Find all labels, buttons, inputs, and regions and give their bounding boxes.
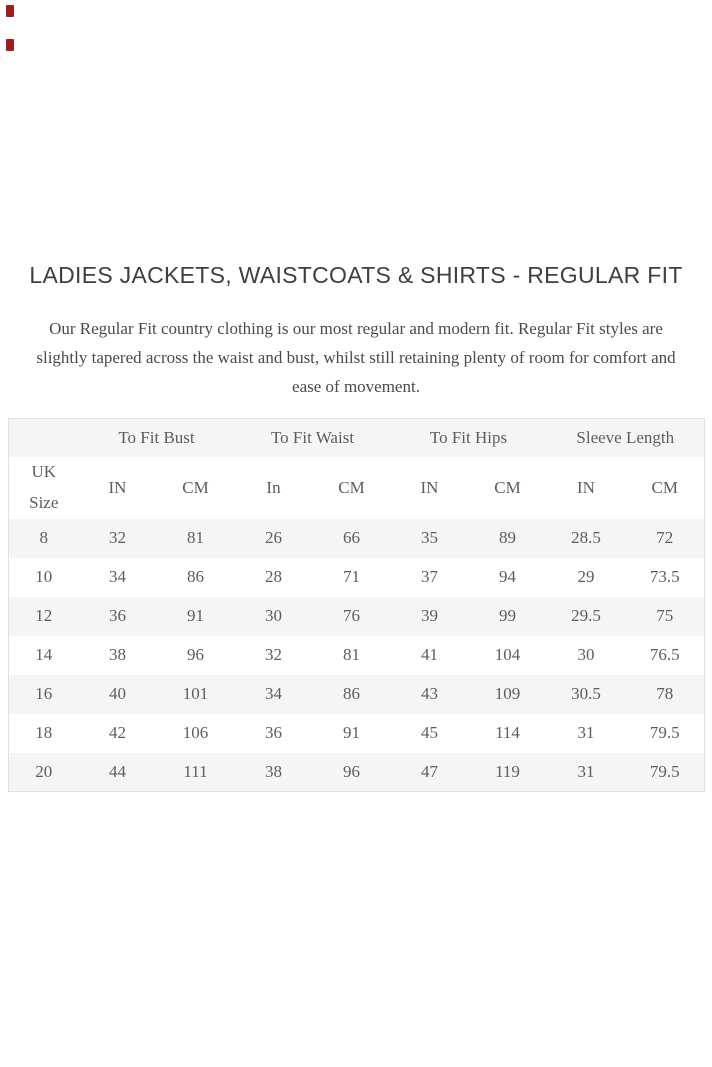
table-cell: 39 (421, 606, 438, 625)
column-header-bust-in: IN (79, 457, 157, 519)
table-cell: 75 (656, 606, 674, 625)
table-group-header-row (9, 419, 705, 457)
table-row (9, 597, 705, 636)
table-cell: 94 (499, 567, 516, 586)
table-cell: 29.5 (571, 606, 601, 625)
table-cell: 28.5 (571, 528, 601, 547)
column-header-sleeve-cm: CM (626, 457, 705, 519)
table-cell: 20 (35, 761, 53, 781)
column-header-uk-size: UK Size (9, 457, 79, 519)
table-cell: 18 (35, 723, 53, 742)
table-cell: 66 (343, 528, 360, 547)
table-cell: 86 (343, 684, 360, 703)
group-header-waist: To Fit Waist (235, 419, 391, 457)
table-cell: 14 (35, 645, 53, 664)
table-cell: 34 (265, 684, 282, 703)
table-cell: 81 (187, 528, 204, 547)
group-header-bust: To Fit Bust (79, 419, 235, 457)
table-cell: 26 (265, 528, 282, 547)
table-cell: 81 (343, 645, 360, 664)
table-cell: 38 (265, 761, 282, 781)
table-cell: 106 (182, 723, 209, 742)
table-cell: 114 (495, 723, 520, 742)
table-cell: 91 (187, 606, 204, 625)
table-body (9, 519, 705, 792)
column-header-sleeve-in: IN (547, 457, 626, 519)
table-cell: 34 (109, 567, 126, 586)
table-cell: 12 (35, 606, 53, 625)
table-cell: 79.5 (649, 723, 680, 742)
table-cell: 109 (494, 684, 521, 703)
table-cell: 31 (577, 723, 595, 742)
table-cell: 35 (421, 528, 438, 547)
table-cell: 36 (109, 606, 126, 625)
table-cell: 30.5 (571, 684, 601, 703)
table-cell: 16 (35, 684, 53, 703)
size-chart-table (8, 418, 705, 792)
table-row (9, 714, 705, 753)
table-cell: 32 (109, 528, 126, 547)
table-cell: 104 (494, 645, 521, 664)
column-header-waist-cm: CM (313, 457, 391, 519)
table-cell: 119 (495, 761, 520, 781)
table-cell: 76.5 (649, 645, 680, 664)
table-cell: 96 (343, 761, 360, 781)
column-header-hips-in: IN (391, 457, 469, 519)
table-cell: 86 (187, 567, 204, 586)
table-cell: 71 (343, 567, 360, 586)
table-row (9, 753, 705, 792)
table-cell: 96 (187, 645, 204, 664)
table-cell: 45 (421, 723, 438, 742)
table-cell: 30 (577, 645, 595, 664)
table-cell: 91 (343, 723, 360, 742)
page-title: LADIES JACKETS, WAISTCOATS & SHIRTS - REGULAR FIT (29, 262, 683, 288)
table-row (9, 636, 705, 675)
table-row (9, 519, 705, 558)
table-cell: 10 (35, 567, 53, 586)
table-cell: 41 (421, 645, 438, 664)
table-cell: 99 (499, 606, 516, 625)
column-header-waist-in: In (235, 457, 313, 519)
table-cell: 28 (265, 567, 282, 586)
table-cell: 8 (39, 528, 48, 547)
table-cell: 38 (109, 645, 126, 664)
table-cell: 89 (499, 528, 516, 547)
table-column-header-row (9, 457, 705, 519)
column-header-hips-cm: CM (469, 457, 547, 519)
table-cell: 101 (182, 684, 209, 703)
table-row (9, 675, 705, 714)
table-cell: 30 (265, 606, 282, 625)
red-marker-icon (6, 5, 14, 17)
table-cell: 47 (421, 761, 438, 781)
table-cell: 36 (265, 723, 282, 742)
group-header-hips: To Fit Hips (391, 419, 547, 457)
table-cell: 32 (265, 645, 282, 664)
table-row (9, 558, 705, 597)
table-cell: 37 (421, 567, 438, 586)
column-header-bust-cm: CM (157, 457, 235, 519)
table-cell: 31 (577, 761, 595, 781)
table-cell: 44 (109, 761, 126, 781)
table-cell: 73.5 (649, 567, 680, 586)
table-cell: 111 (183, 761, 208, 781)
table-cell: 40 (109, 684, 126, 703)
table-cell: 29 (577, 567, 595, 586)
group-header-sleeve-length: Sleeve Length (547, 419, 705, 457)
table-cell: 76 (343, 606, 360, 625)
group-header-empty (9, 419, 79, 457)
table-cell: 43 (421, 684, 438, 703)
fit-description: Our Regular Fit country clothing is our most regular and modern fit. Regular Fit styles are slightly tapered across the waist and bust, whilst still retaining plenty of room for comfort and ease of movement. (36, 319, 676, 396)
table-cell: 79.5 (649, 761, 680, 781)
red-marker-icon (6, 39, 14, 51)
table-cell: 78 (656, 684, 674, 703)
table-cell: 42 (109, 723, 126, 742)
table-cell: 72 (656, 528, 674, 547)
